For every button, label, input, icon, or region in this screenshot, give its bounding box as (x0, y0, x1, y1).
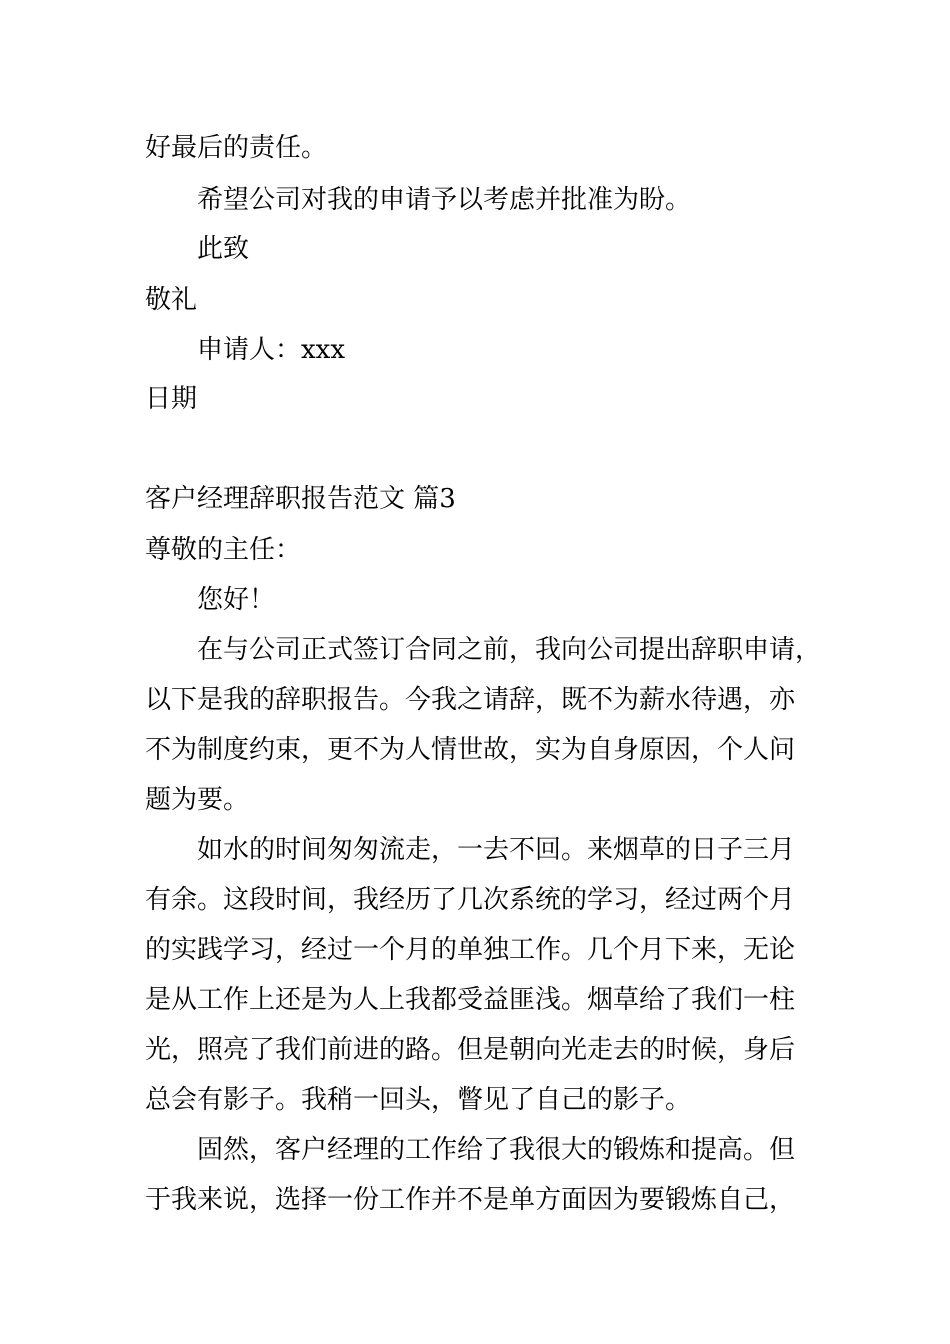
continuation-line: 好最后的责任。 (145, 133, 328, 163)
section-title: 客户经理辞职报告范文 篇3 (145, 484, 456, 514)
paragraph-3-line: 固然，客户经理的工作给了我很大的锻炼和提高。但 (197, 1135, 796, 1165)
closing-jing-li: 敬礼 (145, 285, 198, 315)
greeting-line: 您好！ (197, 585, 276, 615)
paragraph-2-line: 有余。这段时间，我经历了几次系统的学习，经过两个月 (145, 885, 796, 915)
paragraph-1-line: 不为制度约束，更不为人情世故，实为自身原因，个人问 (145, 735, 796, 765)
paragraph-2-line: 总会有影子。我稍一回头，瞥见了自己的影子。 (145, 1085, 692, 1115)
paragraph-1-line: 题为要。 (145, 785, 250, 815)
paragraph-2-line: 如水的时间匆匆流走，一去不回。来烟草的日子三月 (197, 835, 796, 865)
paragraph-2-line: 光，照亮了我们前进的路。但是朝向光走去的时候，身后 (145, 1035, 796, 1065)
closing-ci-zhi: 此致 (197, 234, 250, 264)
request-line: 希望公司对我的申请予以考虑并批准为盼。 (197, 185, 692, 215)
paragraph-2-line: 是从工作上还是为人上我都受益匪浅。烟草给了我们一柱 (145, 985, 796, 1015)
applicant-line: 申请人：xxx (197, 335, 345, 365)
salutation-line: 尊敬的主任： (145, 535, 302, 565)
paragraph-2-line: 的实践学习，经过一个月的单独工作。几个月下来，无论 (145, 935, 796, 965)
paragraph-1-line: 在与公司正式签订合同之前，我向公司提出辞职申请， (197, 635, 822, 665)
paragraph-3-line: 于我来说，选择一份工作并不是单方面因为要锻炼自己， (145, 1185, 796, 1215)
paragraph-1-line: 以下是我的辞职报告。今我之请辞，既不为薪水待遇，亦 (145, 685, 796, 715)
date-line: 日期 (145, 384, 198, 414)
